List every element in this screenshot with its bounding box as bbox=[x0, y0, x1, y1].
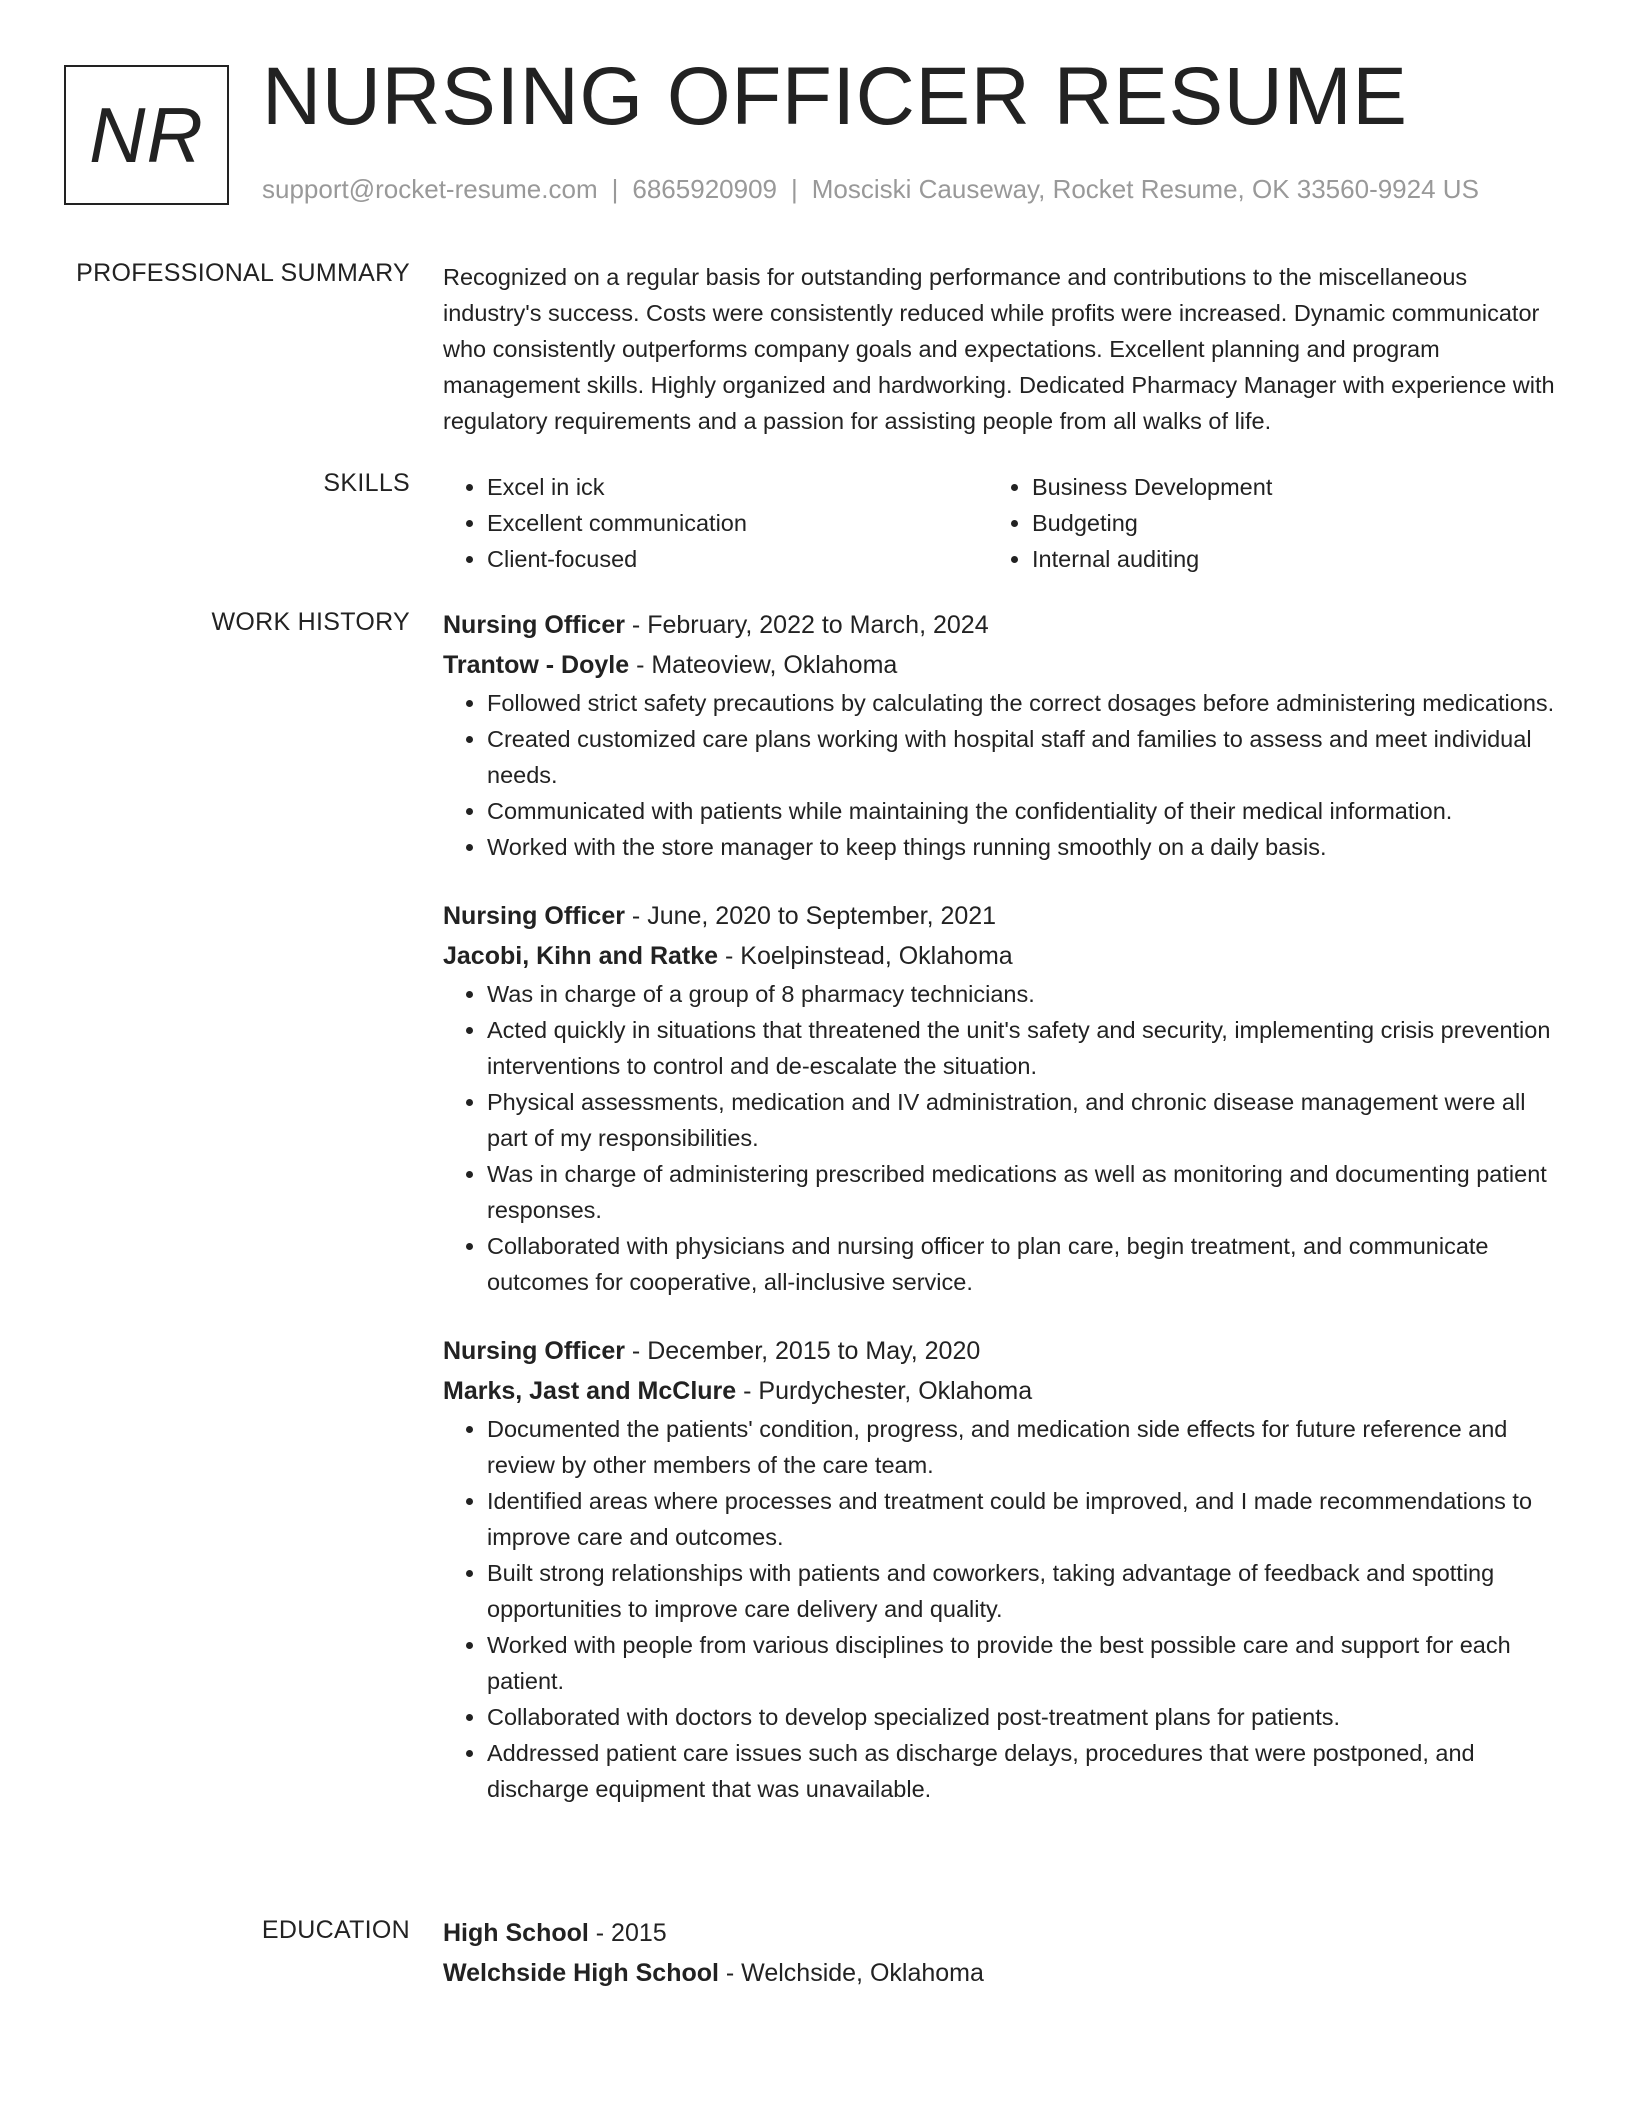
job-bullet: • Created customized care plans working with hospital staff and families to assess and meet individual needs. bbox=[487, 721, 1558, 793]
job-employer: Trantow - Doyle bbox=[443, 651, 630, 679]
job-title-line bbox=[443, 605, 1558, 645]
job-entry bbox=[443, 605, 1558, 865]
job-bullet: • Was in charge of administering prescribed medications as well as monitoring and documenting patient responses. bbox=[487, 1156, 1558, 1228]
summary-body bbox=[443, 259, 1558, 439]
contact-phone: 6865920909 bbox=[632, 174, 777, 204]
job-bullet: • Worked with people from various disciplines to provide the best possible care and support for each patient. bbox=[487, 1627, 1558, 1699]
job-location: - Mateoview, Oklahoma bbox=[629, 651, 898, 679]
job-bullets bbox=[443, 685, 1558, 865]
job-entry bbox=[443, 1331, 1558, 1807]
education-school: Welchside High School bbox=[443, 1959, 719, 1987]
contact-email: support@rocket-resume.com bbox=[262, 174, 598, 204]
job-location: - Purdychester, Oklahoma bbox=[736, 1377, 1033, 1405]
skill-item: • Budgeting bbox=[1032, 505, 1533, 541]
education-school-line bbox=[443, 1953, 1558, 1993]
job-bullet: • Identified areas where processes and treatment could be improved, and I made recommendations to improve care and outcomes. bbox=[487, 1483, 1558, 1555]
contact-separator: | bbox=[611, 174, 619, 204]
section-label-work-history: WORK HISTORY bbox=[211, 608, 410, 636]
skills-list-left bbox=[443, 469, 988, 577]
skill-item: • Excel in ick bbox=[487, 469, 988, 505]
work-history-body bbox=[443, 605, 1558, 1807]
job-title: Nursing Officer bbox=[443, 1337, 625, 1365]
job-title-line bbox=[443, 1331, 1558, 1371]
job-title: Nursing Officer bbox=[443, 611, 625, 639]
contact-address: Mosciski Causeway, Rocket Resume, OK 33560-9924 US bbox=[811, 174, 1479, 204]
skill-item: • Client-focused bbox=[487, 541, 988, 577]
job-bullets bbox=[443, 976, 1558, 1300]
job-bullet: • Acted quickly in situations that threatened the unit's safety and security, implementing crisis prevention interventions to control and de-escalate the situation. bbox=[487, 1012, 1558, 1084]
job-location: - Koelpinstead, Oklahoma bbox=[718, 942, 1013, 970]
job-employer-line bbox=[443, 645, 1558, 685]
job-entry bbox=[443, 896, 1558, 1300]
job-bullet: • Addressed patient care issues such as discharge delays, procedures that were postponed, and discharge equipment that was unavailable. bbox=[487, 1735, 1558, 1807]
job-title-line bbox=[443, 896, 1558, 936]
skills-list-right bbox=[988, 469, 1533, 577]
job-bullet: • Followed strict safety precautions by calculating the correct dosages before administering medications. bbox=[487, 685, 1558, 721]
job-dates: - December, 2015 to May, 2020 bbox=[624, 1337, 981, 1365]
section-label-skills: SKILLS bbox=[323, 469, 410, 497]
job-employer: Marks, Jast and McClure bbox=[443, 1377, 737, 1405]
section-label-education: EDUCATION bbox=[261, 1916, 410, 1944]
job-bullet: • Was in charge of a group of 8 pharmacy technicians. bbox=[487, 976, 1558, 1012]
job-bullet: • Communicated with patients while maintaining the confidentiality of their medical information. bbox=[487, 793, 1558, 829]
job-employer-line bbox=[443, 936, 1558, 976]
job-bullet: • Collaborated with doctors to develop specialized post-treatment plans for patients. bbox=[487, 1699, 1558, 1735]
job-employer-line bbox=[443, 1371, 1558, 1411]
skill-item: • Internal auditing bbox=[1032, 541, 1533, 577]
skill-item: • Business Development bbox=[1032, 469, 1533, 505]
job-bullet: • Worked with the store manager to keep things running smoothly on a daily basis. bbox=[487, 829, 1558, 865]
job-bullet: • Physical assessments, medication and IV administration, and chronic disease management were all part of my responsibilities. bbox=[487, 1084, 1558, 1156]
job-title: Nursing Officer bbox=[443, 902, 625, 930]
skill-item: • Excellent communication bbox=[487, 505, 988, 541]
education-degree-line bbox=[443, 1913, 1558, 1953]
education-location: - Welchside, Oklahoma bbox=[718, 1959, 984, 1987]
section-label-summary: PROFESSIONAL SUMMARY bbox=[76, 259, 410, 287]
monogram-logo: NR bbox=[64, 65, 229, 205]
job-bullet: • Collaborated with physicians and nursing officer to plan care, begin treatment, and communicate outcomes for cooperative, all-inclusive service. bbox=[487, 1228, 1558, 1300]
skills-grid bbox=[443, 469, 1558, 577]
contact-separator: | bbox=[791, 174, 798, 204]
education-year: - 2015 bbox=[588, 1919, 667, 1947]
education-body bbox=[443, 1913, 1558, 1993]
contact-line bbox=[262, 174, 1479, 205]
skills-body bbox=[443, 469, 1558, 577]
job-bullet: • Built strong relationships with patients and coworkers, taking advantage of feedback and spotting opportunities to improve care delivery and quality. bbox=[487, 1555, 1558, 1627]
job-bullet: • Documented the patients' condition, progress, and medication side effects for future reference and review by other members of the care team. bbox=[487, 1411, 1558, 1483]
summary-text: Recognized on a regular basis for outstanding performance and contributions to the miscellaneous industry's success. Costs were consistently reduced while profits were increased. Dynamic communicator who consistently outperforms company goals and expectations. Excellent planning and program management skills. Highly organized and hardworking. Dedicated Pharmacy Manager with experience with regulatory requirements and a passion for assisting people from all walks of life. bbox=[443, 264, 1555, 434]
education-degree: High School bbox=[443, 1919, 589, 1947]
page-title: NURSING OFFICER RESUME bbox=[262, 51, 1408, 142]
job-dates: - June, 2020 to September, 2021 bbox=[624, 902, 997, 930]
job-bullets bbox=[443, 1411, 1558, 1807]
job-dates: - February, 2022 to March, 2024 bbox=[624, 611, 989, 639]
job-employer: Jacobi, Kihn and Ratke bbox=[443, 942, 719, 970]
